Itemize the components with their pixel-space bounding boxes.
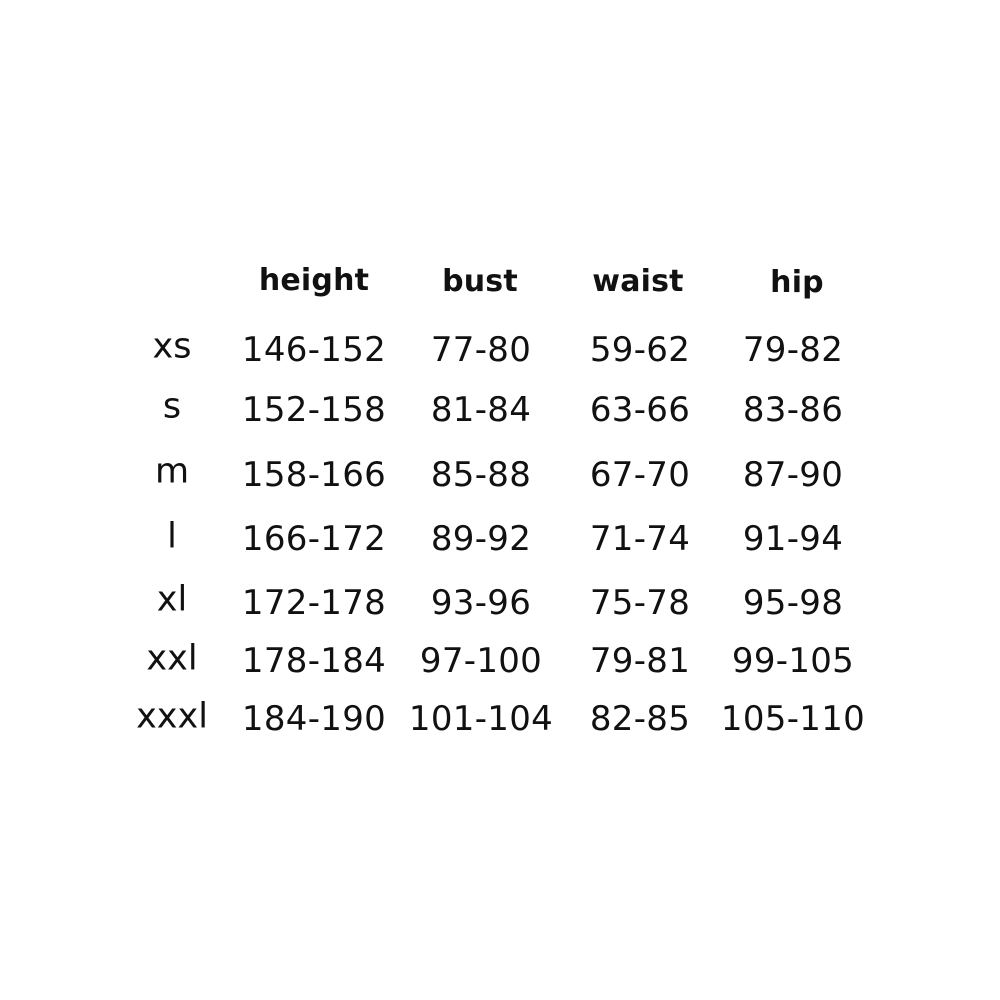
hip-value: 87-90 xyxy=(742,455,844,495)
bust-value: 97-100 xyxy=(419,641,543,681)
height-value: 152-158 xyxy=(241,390,387,430)
size-label: xxl xyxy=(146,638,198,679)
height-value: 158-166 xyxy=(241,455,387,495)
size-label: s xyxy=(162,386,182,427)
hip-value: 95-98 xyxy=(742,583,844,623)
hip-value: 91-94 xyxy=(742,519,844,559)
bust-value: 89-92 xyxy=(430,519,532,559)
bust-value: 101-104 xyxy=(408,699,554,739)
waist-value: 82-85 xyxy=(589,699,691,739)
size-label: xl xyxy=(156,579,188,620)
size-label: l xyxy=(167,516,177,557)
bust-value: 85-88 xyxy=(430,455,532,495)
bust-value: 81-84 xyxy=(430,390,532,430)
waist-value: 71-74 xyxy=(589,519,691,559)
waist-value: 79-81 xyxy=(589,641,691,681)
height-value: 178-184 xyxy=(241,641,387,681)
hip-value: 79-82 xyxy=(742,330,844,370)
header-hip: hip xyxy=(770,265,824,300)
hip-value: 83-86 xyxy=(742,390,844,430)
height-value: 184-190 xyxy=(241,699,387,739)
header-bust: bust xyxy=(442,264,518,299)
height-value: 146-152 xyxy=(241,330,387,370)
header-height: height xyxy=(258,263,370,298)
waist-value: 75-78 xyxy=(589,583,691,623)
size-label: xs xyxy=(152,326,192,367)
bust-value: 77-80 xyxy=(430,330,532,370)
size-label: xxxl xyxy=(136,696,208,737)
waist-value: 63-66 xyxy=(589,390,691,430)
waist-value: 59-62 xyxy=(589,330,691,370)
height-value: 172-178 xyxy=(241,583,387,623)
hip-value: 105-110 xyxy=(720,699,866,739)
waist-value: 67-70 xyxy=(589,455,691,495)
bust-value: 93-96 xyxy=(430,583,532,623)
height-value: 166-172 xyxy=(241,519,387,559)
size-label: m xyxy=(154,451,190,492)
header-waist: waist xyxy=(592,264,684,299)
hip-value: 99-105 xyxy=(731,641,855,681)
